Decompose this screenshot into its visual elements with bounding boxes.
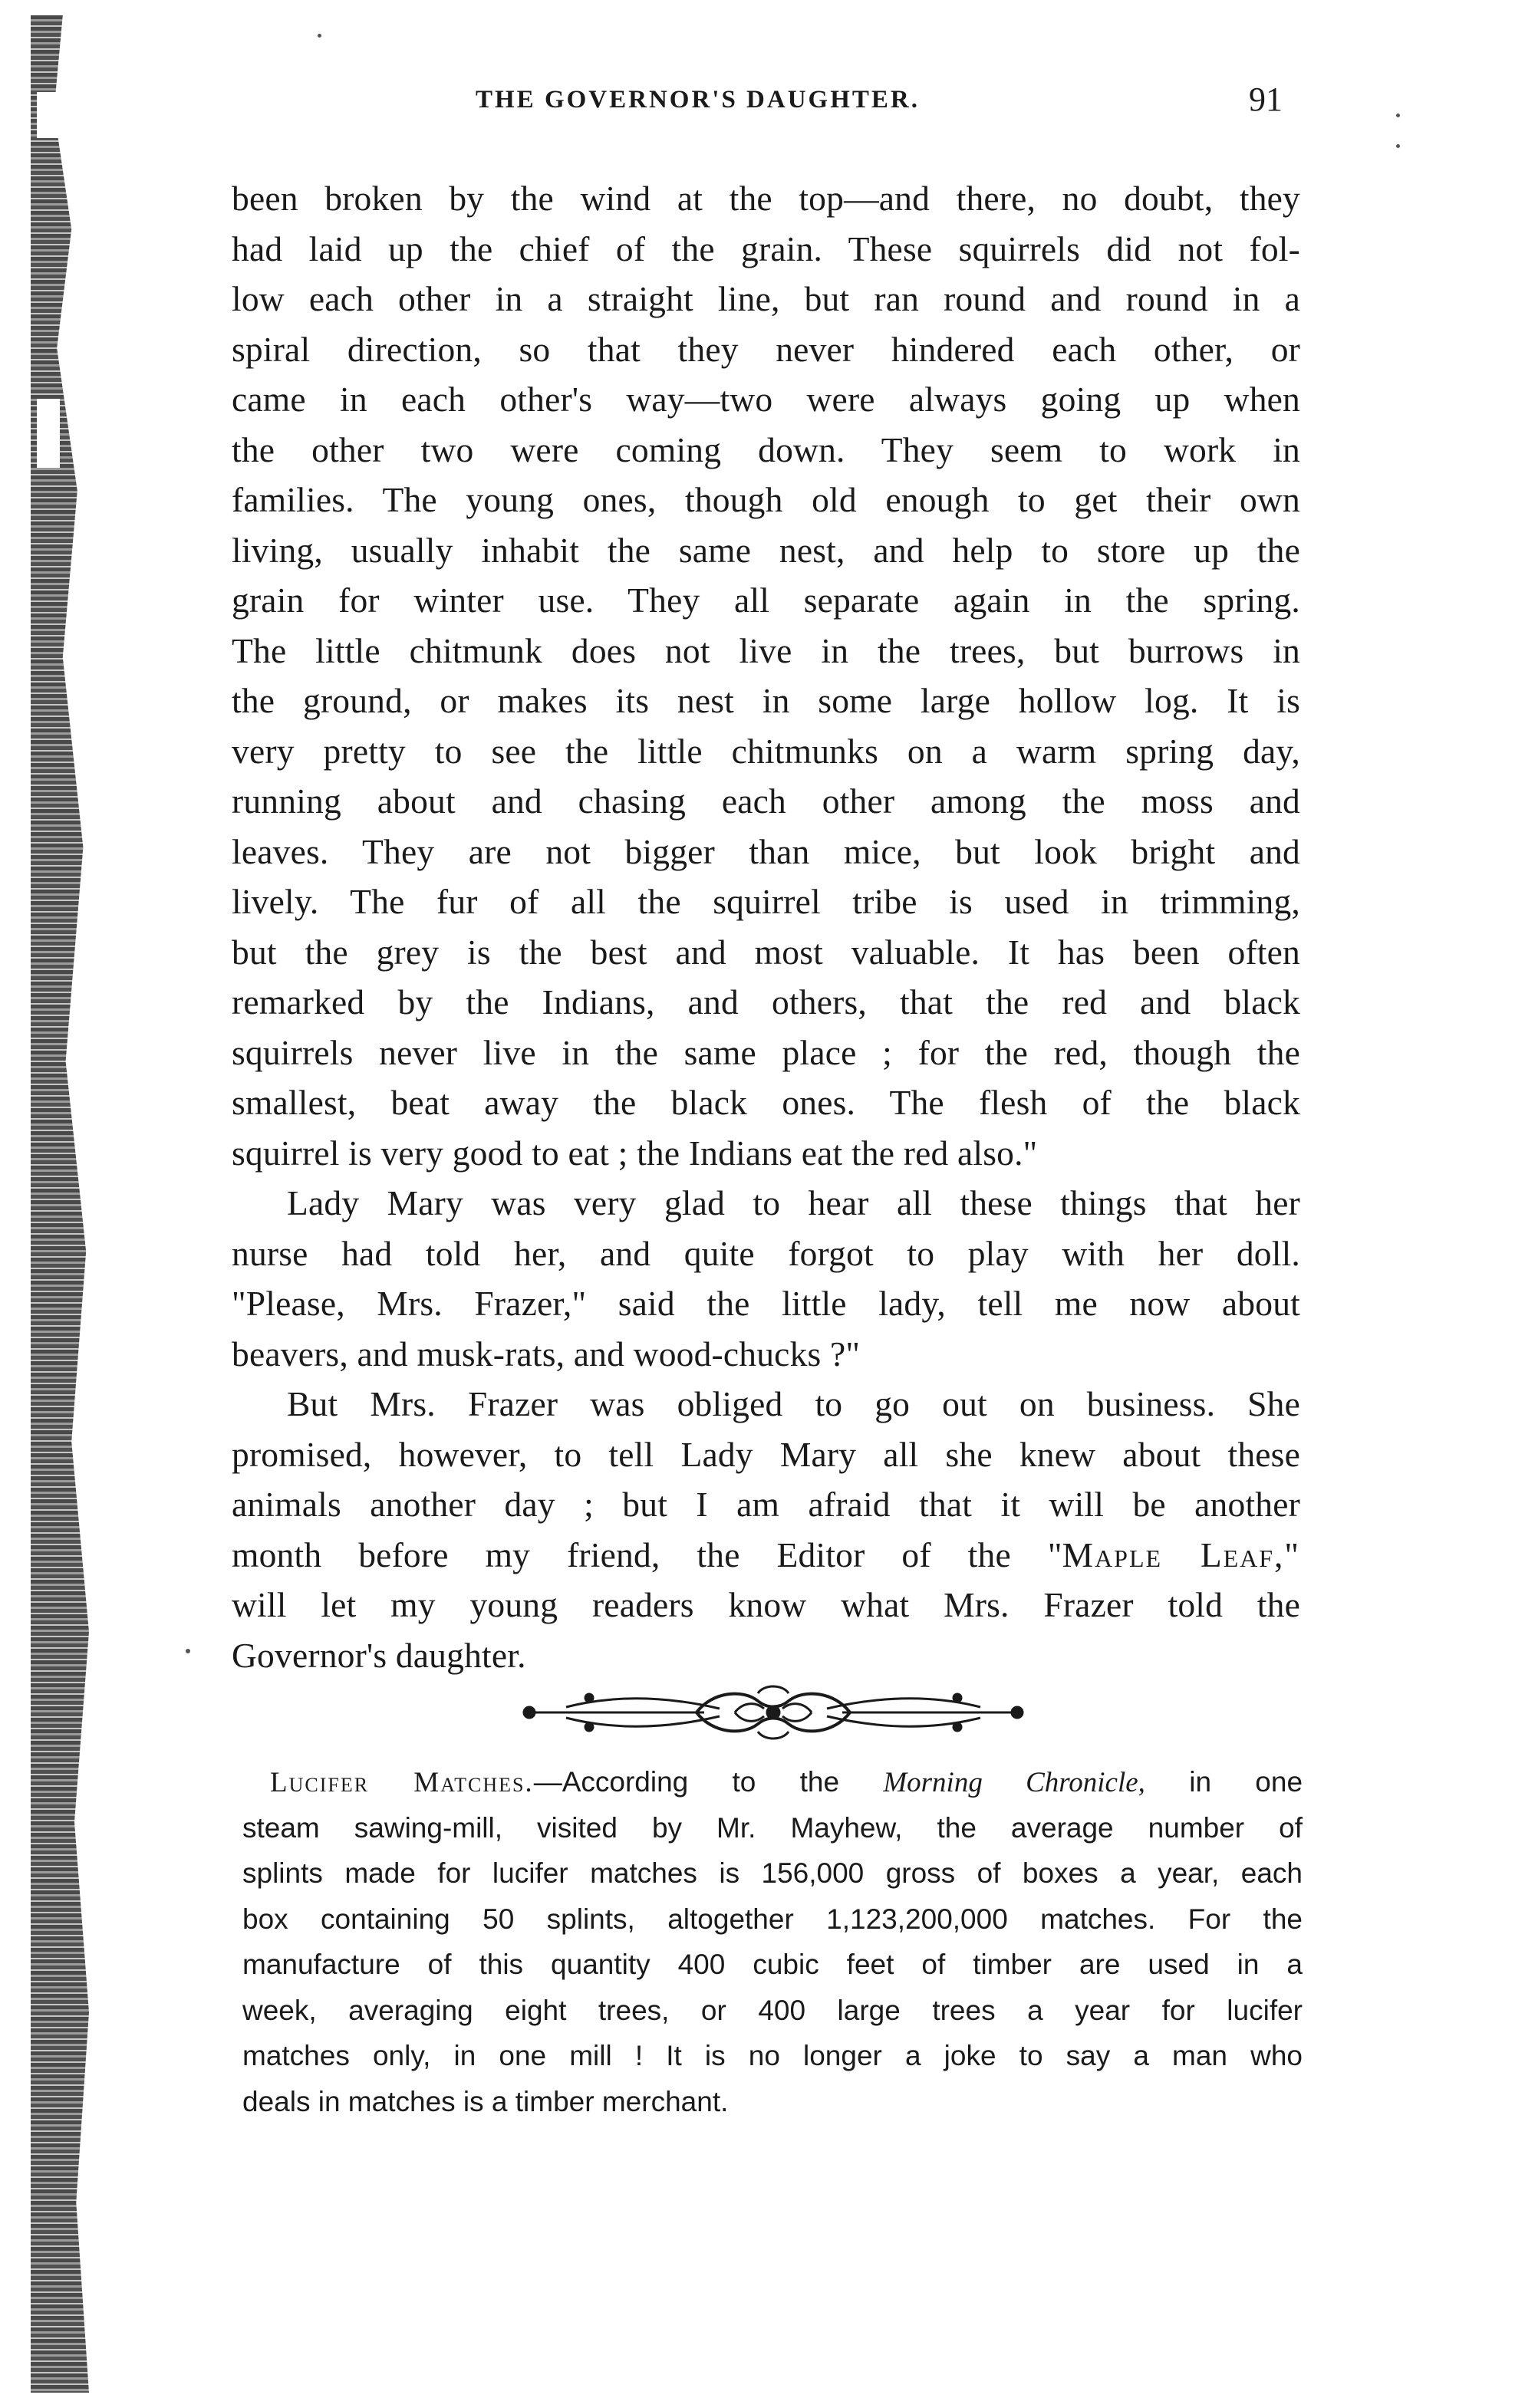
stray-dot — [186, 1649, 190, 1653]
note-source: Morning Chronicle, — [883, 1767, 1145, 1798]
binding-gap — [37, 92, 60, 138]
lucifer-matches-note — [242, 1759, 1303, 2124]
note-line: matches only, in one mill ! It is no longer a joke to say a man who — [242, 2040, 1303, 2071]
main-text — [232, 173, 1300, 1680]
text-line: the other two were coming down. They seem to work in — [232, 429, 1300, 469]
text-line: Lady Mary was very glad to hear all these things that her — [287, 1183, 1300, 1222]
text-line: squirrel is very good to eat ; the Indians eat the red also." — [232, 1133, 1038, 1173]
text-line: smallest, beat away the black ones. The flesh of the black — [232, 1083, 1300, 1122]
text-line: promised, however, to tell Lady Mary all she knew about these — [232, 1434, 1300, 1474]
text-line: families. The young ones, though old enough to get their own — [232, 480, 1300, 519]
text-line: living, usually inhabit the same nest, and help to store up the — [232, 530, 1300, 570]
text-line: leaves. They are not bigger than mice, but look bright and — [232, 831, 1300, 871]
note-line — [242, 1759, 1303, 1805]
page-binding-edge — [31, 15, 89, 2393]
text-line: animals another day ; but I am afraid that it will be another — [232, 1485, 1300, 1524]
text-line: running about and chasing each other among the moss and — [232, 781, 1300, 821]
note-line: splints made for lucifer matches is 156,000 gross of boxes a year, each — [242, 1857, 1303, 1889]
note-text: —According to the — [533, 1766, 884, 1798]
ornament-divider — [512, 1678, 1034, 1747]
note-line: steam sawing-mill, visited by Mr. Mayhew, the average number of — [242, 1811, 1303, 1844]
text-line: had laid up the chief of the grain. These squirrels did not fol- — [232, 229, 1300, 268]
text-line: the ground, or makes its nest in some large hollow log. It is — [232, 681, 1300, 720]
text-line: low each other in a straight line, but ran round and round in a — [232, 279, 1300, 318]
running-title: THE GOVERNOR'S DAUGHTER. — [476, 86, 920, 113]
note-line: box containing 50 splints, altogether 1,123,200,000 matches. For the — [242, 1903, 1303, 1935]
note-heading: Lucifer Matches. — [270, 1767, 534, 1798]
note-line: manufacture of this quantity 400 cubic feet of timber are used in a — [242, 1949, 1303, 1980]
page-number: 91 — [1249, 81, 1283, 118]
text-line: spiral direction, so that they never hindered each other, or — [232, 329, 1300, 369]
text-line: The little chitmunk does not live in the trees, but burrows in — [232, 630, 1300, 670]
note-line: deals in matches is a timber merchant. — [242, 2085, 729, 2117]
text-line-start: month before my friend, the Editor of the " — [232, 1535, 1062, 1574]
text-line: lively. The fur of all the squirrel tribe is used in trimming, — [232, 882, 1300, 921]
note-text: in one — [1189, 1766, 1303, 1798]
binding-gap — [37, 399, 60, 468]
stray-dot — [1396, 144, 1400, 148]
text-line: came in each other's way—two were always going up when — [232, 380, 1300, 419]
text-line: "Please, Mrs. Frazer," said the little lady, tell me now about — [232, 1284, 1300, 1323]
text-line: very pretty to see the little chitmunks on a warm spring day, — [232, 731, 1300, 771]
note-line: week, averaging eight trees, or 400 large trees a year for lucifer — [242, 1994, 1303, 2026]
stray-dot — [1396, 113, 1400, 117]
text-line: beavers, and musk-rats, and wood-chucks ?" — [232, 1334, 861, 1373]
text-line: But Mrs. Frazer was obliged to go out on business. She — [287, 1384, 1300, 1423]
text-line: been broken by the wind at the top—and there, no doubt, they — [232, 179, 1300, 218]
maple-leaf-title: Maple Leaf," — [1062, 1535, 1301, 1574]
text-line: Governor's daughter. — [232, 1635, 526, 1675]
text-line — [232, 1530, 1300, 1581]
text-line: squirrels never live in the same place ; for the red, though the — [232, 1032, 1300, 1072]
text-line: nurse had told her, and quite forgot to play with her doll. — [232, 1233, 1300, 1273]
text-line: will let my young readers know what Mrs. Frazer told the — [232, 1585, 1300, 1624]
text-line: grain for winter use. They all separate again in the spring. — [232, 581, 1300, 620]
stray-dot — [318, 34, 321, 38]
text-line: remarked by the Indians, and others, that the red and black — [232, 982, 1300, 1021]
text-line: but the grey is the best and most valuable. It has been often — [232, 932, 1300, 972]
